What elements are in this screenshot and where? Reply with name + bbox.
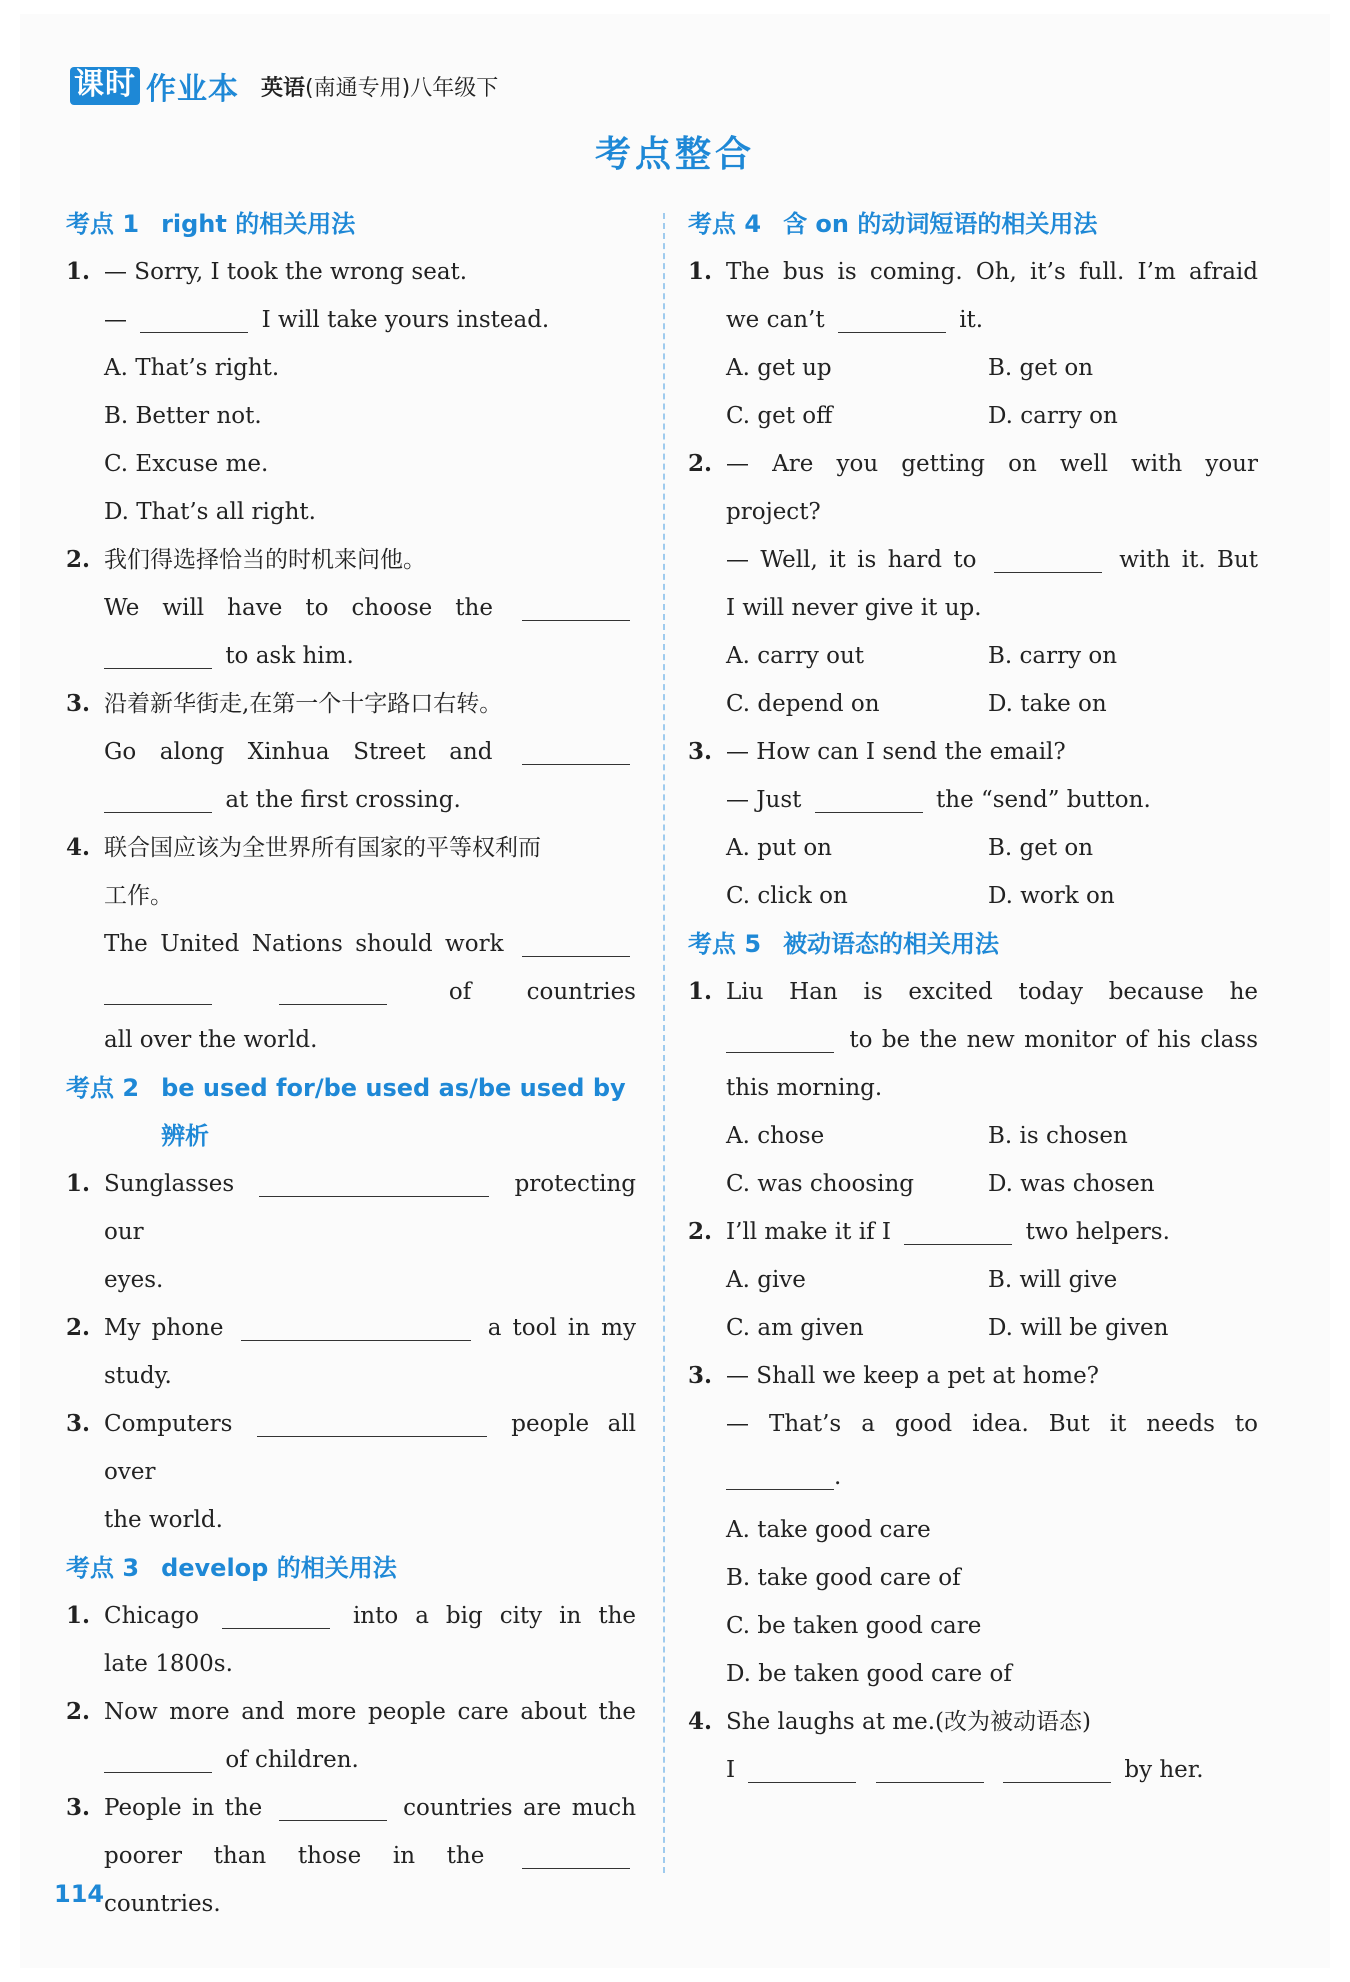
option-d[interactable]: D. was chosen (988, 1171, 1155, 1197)
question (688, 1698, 1258, 1794)
option-d[interactable]: D. That’s all right. (104, 499, 316, 525)
chinese-prompt: 我们得选择恰当的时机来问他。 (104, 547, 426, 573)
question-text: all over the world. (104, 1027, 318, 1053)
question-number: 1. (66, 1170, 91, 1197)
option-b[interactable]: B. Better not. (104, 403, 262, 429)
option-c[interactable]: C. depend on (726, 691, 880, 717)
text: — Well, it is hard to (726, 547, 977, 573)
option-b[interactable]: B. get on (988, 835, 1094, 861)
answer-blank[interactable] (140, 308, 248, 333)
answer-blank[interactable] (522, 596, 630, 621)
text: We will have to choose the (104, 595, 493, 621)
book-header (70, 64, 498, 108)
text: I’ll make it if I (726, 1219, 891, 1245)
text: of countries (448, 979, 636, 1005)
text: — Just (726, 787, 802, 813)
question-number: 2. (66, 1314, 91, 1341)
question (66, 1784, 636, 1928)
question (688, 728, 1258, 920)
question (66, 1304, 636, 1400)
question-text: this morning. (726, 1075, 883, 1101)
option-d[interactable]: D. will be given (988, 1315, 1169, 1341)
section-heading (688, 920, 1258, 968)
text: countries are much (403, 1795, 637, 1821)
options-row (726, 1160, 1258, 1208)
question (688, 440, 1258, 728)
option-a[interactable]: A. That’s right. (104, 355, 280, 381)
section-title (161, 1064, 636, 1160)
options-row (726, 1112, 1258, 1160)
question-text (104, 920, 636, 968)
section-tag: 考点 4 (688, 210, 762, 238)
option-a[interactable]: A. give (726, 1267, 806, 1293)
option-b[interactable]: B. take good care of (726, 1565, 961, 1591)
edition: (南通专用) (305, 75, 411, 101)
question-text (104, 1736, 636, 1784)
option-a[interactable]: A. take good care (726, 1517, 931, 1543)
question-text (104, 1160, 636, 1256)
page-number: 114 (54, 1880, 105, 1908)
answer-blank[interactable] (104, 1748, 212, 1773)
text: . (834, 1464, 842, 1490)
question (66, 248, 636, 536)
question-number: 3. (688, 738, 713, 765)
option-b[interactable]: B. is chosen (988, 1123, 1128, 1149)
question-number: 3. (66, 690, 91, 717)
chinese-prompt: 联合国应该为全世界所有国家的平等权利而 (104, 835, 541, 861)
section-heading (688, 200, 1258, 248)
question-text (726, 776, 1258, 824)
text: with it. But (1119, 547, 1259, 573)
option-d[interactable]: D. be taken good care of (726, 1661, 1012, 1687)
answer-blank[interactable] (104, 788, 212, 813)
question-text: — Sorry, I took the wrong seat. (104, 259, 468, 285)
question-text: countries. (104, 1891, 221, 1917)
question-text: She laughs at me.(改为被动语态) (726, 1709, 1091, 1735)
left-column (66, 200, 636, 1928)
text: it. (959, 307, 984, 333)
answer-blank[interactable] (104, 980, 212, 1005)
question-text (726, 536, 1258, 584)
question (66, 1592, 636, 1688)
question (66, 1400, 636, 1544)
question-text: — Are you getting on well with your (726, 451, 1258, 477)
right-column (688, 200, 1258, 1794)
question-text: The bus is coming. Oh, it’s full. I’m afraid (726, 259, 1258, 285)
text: People in the (104, 1795, 263, 1821)
question-number: 3. (66, 1410, 91, 1437)
question-text (726, 1016, 1258, 1064)
text: by her. (1124, 1757, 1204, 1783)
grade: 八年级下 (410, 75, 499, 101)
question-text: Liu Han is excited today because he (726, 979, 1258, 1005)
question-number: 1. (66, 1602, 91, 1629)
options-row (726, 632, 1258, 680)
text: protecting our (104, 1171, 637, 1245)
question-number: 3. (688, 1362, 713, 1389)
section-heading (66, 1064, 636, 1160)
question-text (726, 1448, 1258, 1506)
text: into a big city in the (352, 1603, 637, 1629)
option-c[interactable]: C. Excuse me. (104, 451, 269, 477)
page-title: 考点整合 (594, 134, 755, 175)
question (66, 824, 636, 1064)
section-tag: 考点 1 (66, 210, 140, 238)
text: I will take yours instead. (261, 307, 550, 333)
question-text: — Shall we keep a pet at home? (726, 1363, 1100, 1389)
option-a[interactable]: A. carry out (726, 643, 865, 669)
answer-blank[interactable] (1003, 1758, 1111, 1783)
question-text: study. (104, 1363, 172, 1389)
question-text: — How can I send the email? (726, 739, 1066, 765)
answer-blank[interactable] (222, 1604, 330, 1629)
options-row (726, 1304, 1258, 1352)
option-c[interactable]: C. be taken good care (726, 1613, 982, 1639)
question-text: Now more and more people care about the (104, 1699, 636, 1725)
option-b[interactable]: B. get on (988, 355, 1094, 381)
options-row (726, 1256, 1258, 1304)
option-a[interactable]: A. chose (726, 1123, 825, 1149)
answer-blank[interactable] (522, 932, 630, 957)
question-number: 1. (688, 978, 713, 1005)
logo-mark: 课时 (70, 67, 140, 105)
question-text (104, 1304, 636, 1352)
dash: — (104, 307, 127, 333)
section-title: 含 on 的动词短语的相关用法 (783, 210, 1098, 238)
section-title: 被动语态的相关用法 (783, 930, 1000, 958)
option-a[interactable]: A. put on (726, 835, 832, 861)
answer-blank[interactable] (241, 1316, 471, 1341)
option-c[interactable]: C. click on (726, 883, 848, 909)
text: The United Nations should work (104, 931, 504, 957)
question (66, 680, 636, 824)
question (66, 1160, 636, 1304)
question-text (104, 776, 636, 824)
text: I (726, 1757, 736, 1783)
text: two helpers. (1025, 1219, 1170, 1245)
section-heading (66, 200, 636, 248)
text: Chicago (104, 1603, 199, 1629)
question-text (104, 1592, 636, 1640)
text: people all over (104, 1411, 637, 1485)
text: to ask him. (225, 643, 354, 669)
question-text: project? (726, 499, 821, 525)
question-number: 2. (66, 546, 91, 573)
options-row (726, 392, 1258, 440)
subject: 英语 (261, 75, 306, 101)
option-c[interactable]: C. get off (726, 403, 833, 429)
question-text (104, 1784, 636, 1832)
section-title-line: be used for/be used as/be used by (161, 1074, 626, 1102)
answer-blank[interactable] (748, 1758, 856, 1783)
text: Computers (104, 1411, 233, 1437)
option-d[interactable]: D. carry on (988, 403, 1118, 429)
question-text (104, 728, 636, 776)
answer-blank[interactable] (838, 308, 946, 333)
question-number: 2. (688, 450, 713, 477)
question-number: 2. (688, 1218, 713, 1245)
text: My phone (104, 1315, 224, 1341)
question (688, 1352, 1258, 1698)
question-text: the world. (104, 1507, 223, 1533)
column-divider (663, 213, 665, 1873)
question-number: 1. (66, 258, 91, 285)
question-number: 1. (688, 258, 713, 285)
question (66, 1688, 636, 1784)
chinese-prompt: 沿着新华街走,在第一个十字路口右转。 (104, 691, 503, 717)
question-number: 4. (688, 1708, 713, 1735)
question (688, 1208, 1258, 1352)
question-text (104, 1832, 636, 1880)
option-d[interactable]: D. take on (988, 691, 1107, 717)
section-heading (66, 1544, 636, 1592)
question-text: — That’s a good idea. But it needs to (726, 1411, 1258, 1437)
question-text (104, 632, 636, 680)
question-number: 3. (66, 1794, 91, 1821)
options-row (726, 344, 1258, 392)
answer-blank[interactable] (279, 980, 387, 1005)
option-b[interactable]: B. will give (988, 1267, 1118, 1293)
answer-blank[interactable] (904, 1220, 1012, 1245)
answer-blank[interactable] (259, 1172, 489, 1197)
text: the “send” button. (936, 787, 1151, 813)
answer-blank[interactable] (726, 1028, 834, 1053)
book-logo (70, 66, 239, 106)
option-a[interactable]: A. get up (726, 355, 832, 381)
question-text (726, 1746, 1258, 1794)
section-title: develop 的相关用法 (161, 1554, 397, 1582)
text: Go along Xinhua Street and (104, 739, 493, 765)
text: Sunglasses (104, 1171, 235, 1197)
option-c[interactable]: C. was choosing (726, 1171, 914, 1197)
question (66, 536, 636, 680)
answer-blank[interactable] (994, 548, 1102, 573)
question-text: late 1800s. (104, 1651, 233, 1677)
answer-blank[interactable] (522, 740, 630, 765)
question (688, 968, 1258, 1208)
chinese-prompt: 工作。 (104, 883, 173, 909)
answer-blank[interactable] (726, 1465, 834, 1490)
book-subtitle (261, 71, 498, 102)
section-tag: 考点 3 (66, 1554, 140, 1582)
text: of children. (225, 1747, 359, 1773)
option-c[interactable]: C. am given (726, 1315, 864, 1341)
option-d[interactable]: D. work on (988, 883, 1115, 909)
answer-blank[interactable] (522, 1844, 630, 1869)
answer-blank[interactable] (815, 788, 923, 813)
question-text: I will never give it up. (726, 595, 982, 621)
question-text (104, 1400, 636, 1496)
question-text (726, 1208, 1258, 1256)
question-text (104, 968, 636, 1016)
options-row (726, 872, 1258, 920)
question-text (726, 296, 1258, 344)
text: to be the new monitor of his class (849, 1027, 1258, 1053)
question-text: eyes. (104, 1267, 164, 1293)
answer-blank[interactable] (279, 1796, 387, 1821)
answer-blank[interactable] (104, 644, 212, 669)
question (688, 248, 1258, 440)
options-row (726, 680, 1258, 728)
text: a tool in my (487, 1315, 636, 1341)
answer-blank[interactable] (257, 1412, 487, 1437)
section-tag: 考点 2 (66, 1074, 140, 1102)
text: poorer than those in the (104, 1843, 485, 1869)
text: we can’t (726, 307, 825, 333)
logo-text: 作业本 (146, 72, 239, 107)
text: at the first crossing. (225, 787, 461, 813)
question-text (104, 296, 636, 344)
section-title-line: 辨析 (161, 1122, 210, 1150)
section-title: right 的相关用法 (161, 210, 356, 238)
question-number: 4. (66, 834, 91, 861)
answer-blank[interactable] (876, 1758, 984, 1783)
question-text (104, 584, 636, 632)
question-number: 2. (66, 1698, 91, 1725)
section-tag: 考点 5 (688, 930, 762, 958)
options-row (726, 824, 1258, 872)
option-b[interactable]: B. carry on (988, 643, 1118, 669)
